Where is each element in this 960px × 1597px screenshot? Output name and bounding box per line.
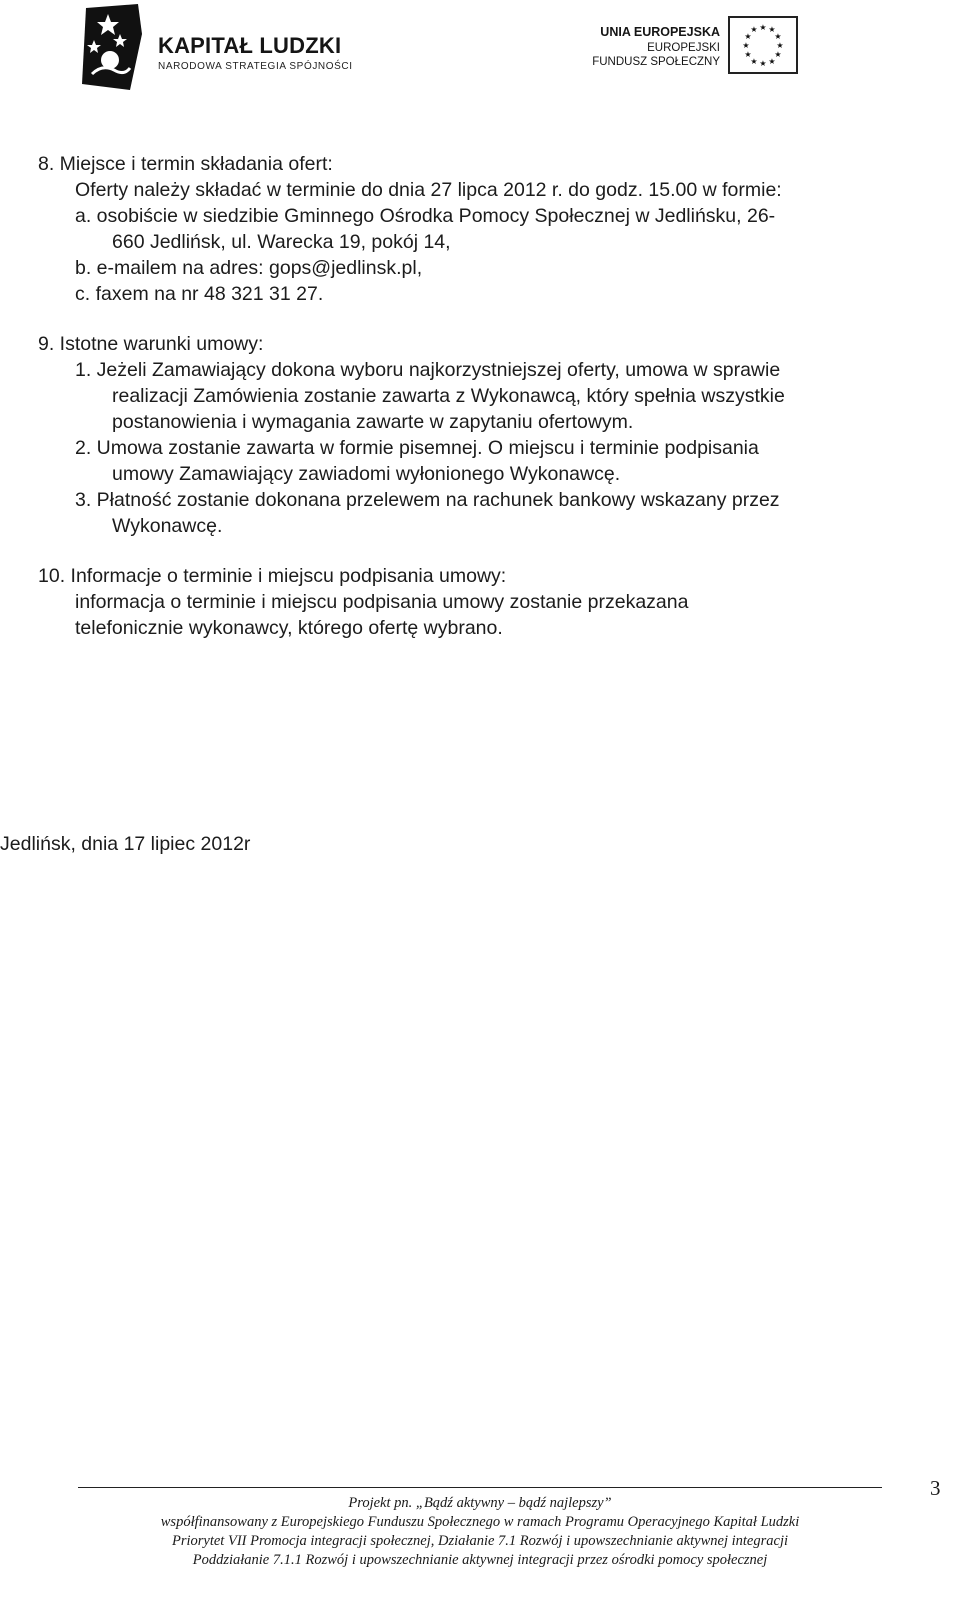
kapital-ludzki-subtitle: NARODOWA STRATEGIA SPÓJNOŚCI	[158, 61, 353, 72]
place-date: Jedlińsk, dnia 17 lipiec 2012r	[0, 833, 251, 855]
section-9-point3-line2: Wykonawcę.	[112, 515, 223, 537]
svg-text:★: ★	[774, 50, 782, 59]
section-8-line1: Oferty należy składać w terminie do dnia 27 lipca 2012 r. do godz. 15.00 w formie:	[75, 179, 782, 201]
footer-line1: Projekt pn. „Bądź aktywny – bądź najlepszy”	[348, 1495, 612, 1511]
footer-line3: Priorytet VII Promocja integracji społecznej, Działanie 7.1 Rozwój i upowszechnianie aktywnej integracji	[171, 1533, 789, 1549]
eu-logo-text	[570, 18, 720, 78]
svg-text:★: ★	[744, 50, 752, 59]
kapital-ludzki-title: KAPITAŁ LUDZKI	[158, 33, 342, 58]
section-9-heading: 9. Istotne warunki umowy:	[38, 333, 264, 355]
footer-divider	[78, 1487, 882, 1488]
section-8-item-b: b. e-mailem na adres: gops@jedlinsk.pl,	[75, 257, 423, 279]
section-8-heading: 8. Miejsce i termin składania ofert:	[38, 153, 333, 175]
kapital-ludzki-emblem-icon	[80, 4, 150, 90]
eu-flag-icon	[728, 16, 798, 74]
section-8-item-a2: 660 Jedlińsk, ul. Warecka 19, pokój 14,	[112, 231, 451, 253]
svg-text:★: ★	[750, 57, 758, 66]
svg-text:★: ★	[759, 23, 767, 32]
footer-line2: współfinansowany z Europejskiego Funduszu Społecznego w ramach Programu Operacyjnego Kapitał Ludzki	[160, 1514, 800, 1530]
eu-line3: FUNDUSZ SPOŁECZNY	[592, 56, 720, 68]
svg-text:★: ★	[750, 25, 758, 34]
section-8-item-a1: a. osobiście w siedzibie Gminnego Ośrodka Pomocy Społecznej w Jedlińsku, 26-	[75, 205, 776, 227]
kapital-ludzki-logo	[80, 4, 370, 90]
section-8-item-c: c. faxem na nr 48 321 31 27.	[75, 283, 324, 305]
section-9-point2-line1: 2. Umowa zostanie zawarta w formie pisemnej. O miejscu i terminie podpisania	[75, 437, 759, 459]
section-10-line1: informacja o terminie i miejscu podpisania umowy zostanie przekazana	[75, 591, 689, 613]
section-9-point1-line2: realizacji Zamówienia zostanie zawarta z Wykonawcą, który spełnia wszystkie	[112, 385, 785, 407]
svg-text:★: ★	[742, 41, 750, 50]
section-9-point2-line2: umowy Zamawiający zawiadomi wyłonionego Wykonawcę.	[112, 463, 621, 485]
svg-text:★: ★	[774, 32, 782, 41]
section-9-point1-line3: postanowienia i wymagania zawarte w zapytaniu ofertowym.	[112, 411, 634, 433]
eu-line1: UNIA EUROPEJSKA	[600, 25, 720, 39]
section-10-heading: 10. Informacje o terminie i miejscu podpisania umowy:	[38, 565, 507, 587]
svg-text:★: ★	[744, 32, 752, 41]
section-9-point1-line1: 1. Jeżeli Zamawiający dokona wyboru najkorzystniejszej oferty, umowa w sprawie	[75, 359, 781, 381]
page-number: 3	[930, 1476, 941, 1500]
eu-line2: EUROPEJSKI	[647, 42, 720, 54]
section-9-point3-line1: 3. Płatność zostanie dokonana przelewem na rachunek bankowy wskazany przez	[75, 489, 780, 511]
svg-text:★: ★	[768, 57, 776, 66]
svg-text:★: ★	[768, 25, 776, 34]
svg-text:★: ★	[776, 41, 784, 50]
svg-text:★: ★	[759, 59, 767, 68]
footer-line4: Poddziałanie 7.1.1 Rozwój i upowszechnianie aktywnej integracji przez ośrodki pomocy społecznej	[192, 1552, 768, 1568]
section-10-line2: telefonicznie wykonawcy, którego ofertę wybrano.	[75, 617, 503, 639]
